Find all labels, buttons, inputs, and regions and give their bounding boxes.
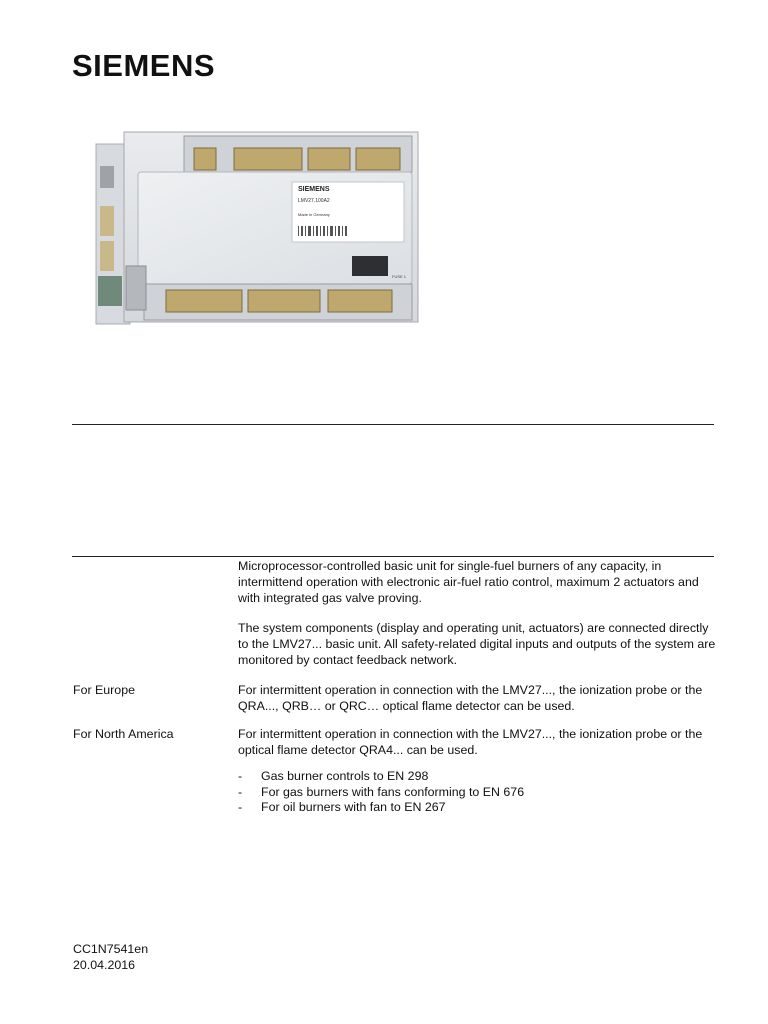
standard-text: For gas burners with fans conforming to EN 676 xyxy=(261,784,525,799)
list-item xyxy=(238,785,524,801)
description-paragraph-2: The system components (display and operating unit, actuators) are connected directly to the LMV27... basic unit. All safety-related digital inputs and outputs of the system are monitored by contact feedback network. xyxy=(238,621,716,667)
standard-text: Gas burner controls to EN 298 xyxy=(261,769,429,783)
standards-list xyxy=(238,769,524,816)
list-dash: - xyxy=(238,769,243,783)
region-label-europe: For Europe xyxy=(73,683,135,697)
region-text-europe: For intermittent operation in connection with the LMV27..., the ionization probe or the QRA..., QRB… or QRC… optical flame detector can be used. xyxy=(238,683,703,713)
region-text-north-america: For intermittent operation in connection with the LMV27..., the ionization probe or the optical flame detector QRA4... can be used. xyxy=(238,727,703,757)
device-label-model: LMV27.100A2 xyxy=(298,198,330,204)
list-item xyxy=(238,800,524,816)
standard-text: For oil burners with fan to EN 267 xyxy=(261,800,446,815)
device-label-brand: SIEMENS xyxy=(298,186,330,193)
section-rule xyxy=(72,556,714,557)
product-photo xyxy=(88,126,426,340)
device-label-made-in: Made in Germany xyxy=(298,212,330,217)
fuse-label: FUSE 1 xyxy=(392,274,407,279)
list-dash: - xyxy=(238,800,243,815)
document-number: CC1N7541en xyxy=(73,942,149,956)
document-footer xyxy=(73,941,148,973)
region-label-north-america: For North America xyxy=(73,727,174,741)
list-dash: - xyxy=(238,784,243,799)
description-paragraph-1: Microprocessor-controlled basic unit for single-fuel burners of any capacity, in intermittend operation with electronic air-fuel ratio control, maximum 2 actuators and with integrated gas valve proving. xyxy=(238,559,699,605)
siemens-logo: SIEMENS xyxy=(72,48,216,83)
list-item xyxy=(238,769,524,785)
header-rule xyxy=(72,424,714,425)
document-date: 20.04.2016 xyxy=(73,958,136,972)
